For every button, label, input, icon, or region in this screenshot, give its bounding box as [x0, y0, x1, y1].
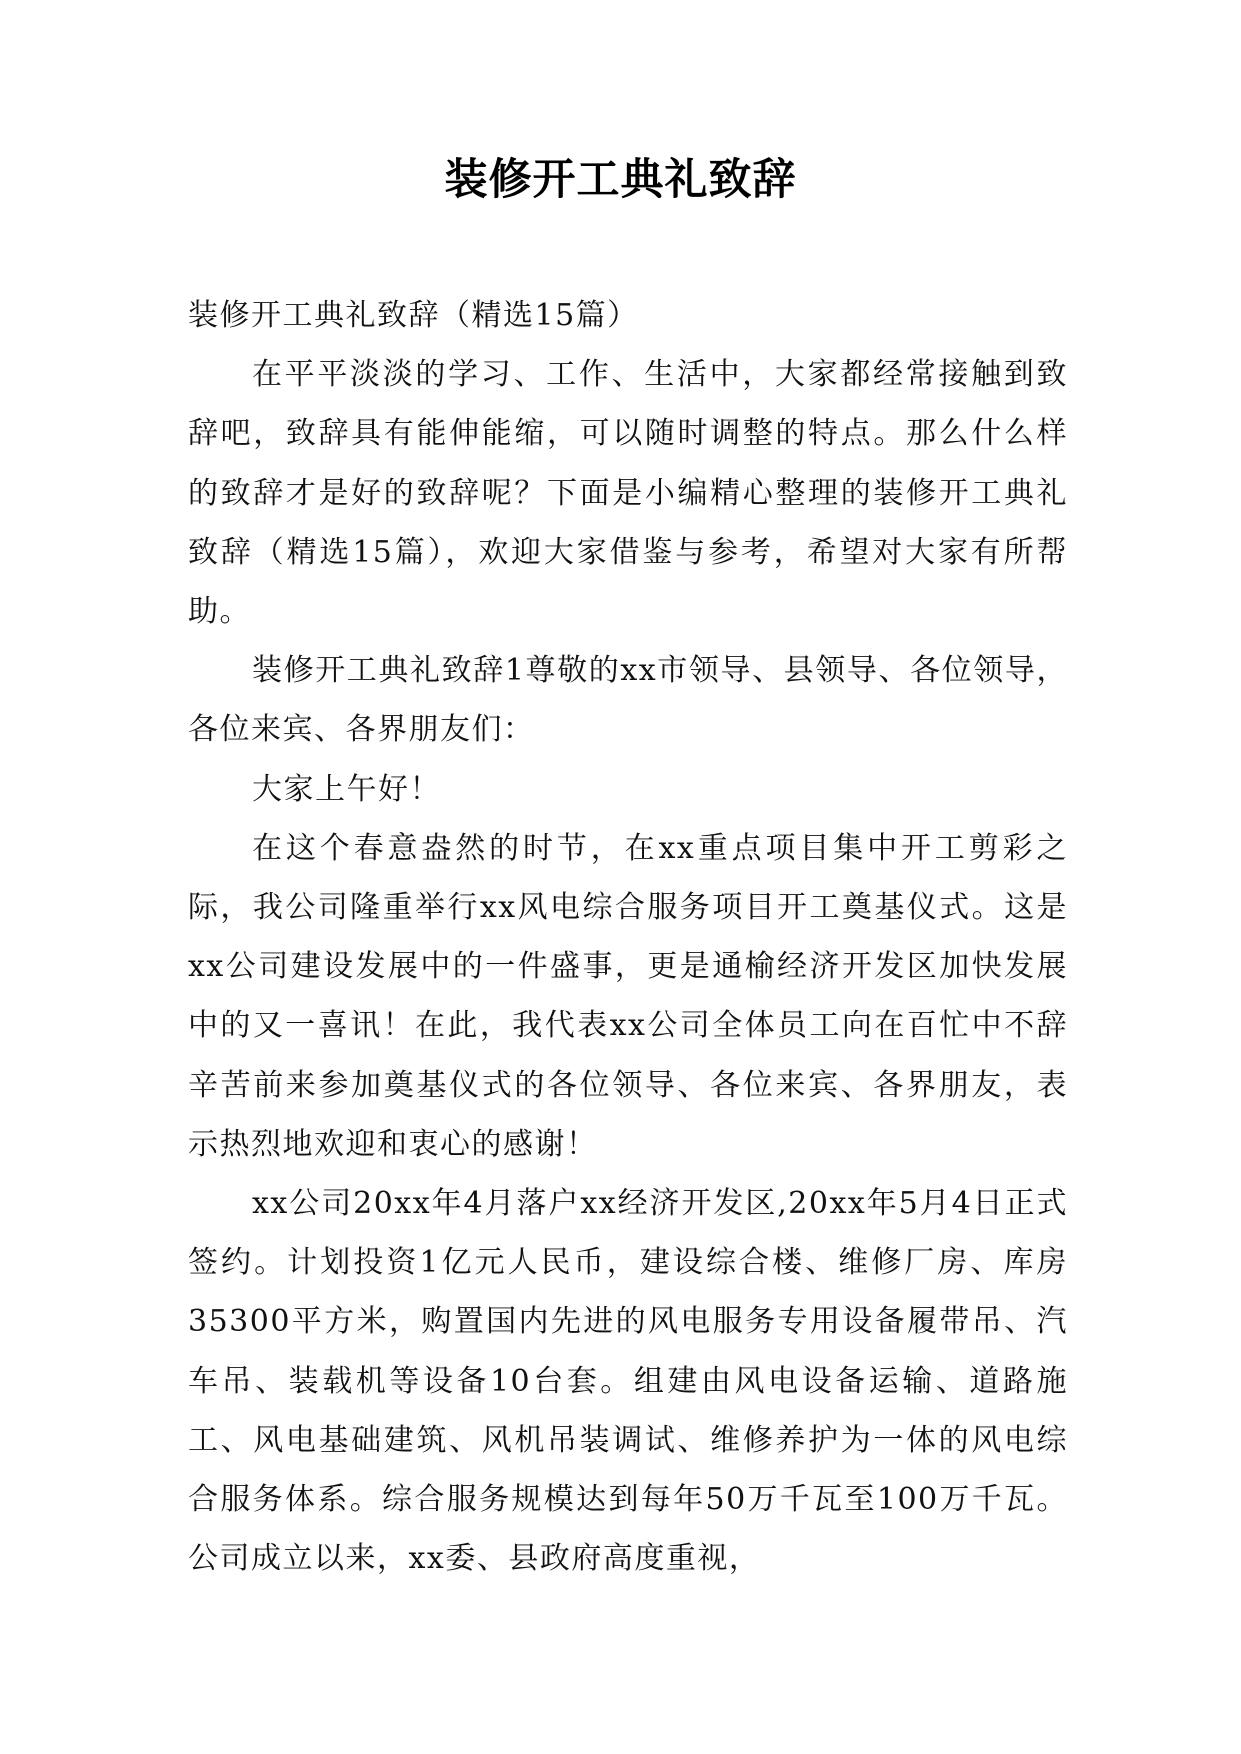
welcome-paragraph: 在这个春意盎然的时节，在xx重点项目集中开工剪彩之际，我公司隆重举行xx风电综合服务项目开工奠基仪式。这是xx公司建设发展中的一件盛事，更是通榆经济开发区加快发展中的又一喜讯！在此，我代表xx公司全体员工向在百忙中不辞辛苦前来参加奠基仪式的各位领导、各位来宾、各界朋友，表示热烈地欢迎和衷心的感谢！ [188, 830, 1068, 1162]
speech-salutation-paragraph: 装修开工典礼致辞1尊敬的xx市领导、县领导、各位领导，各位来宾、各界朋友们： [188, 653, 1068, 748]
document-subtitle-paragraph: 装修开工典礼致辞（精选15篇） [188, 298, 639, 333]
company-info-paragraph: xx公司20xx年4月落户xx经济开发区,20xx年5月4日正式签约。计划投资1亿元人民币，建设综合楼、维修厂房、库房35300平方米，购置国内先进的风电服务专用设备履带吊、汽车吊、装载机等设备10台套。组建由风电设备运输、道路施工、风电基础建筑、风机吊装调试、维修养护为一体的风电综合服务体系。综合服务规模达到每年50万千瓦至100万千瓦。公司成立以来，xx委、县政府高度重视， [188, 1186, 1068, 1577]
document-title: 装修开工典礼致辞 [444, 155, 797, 205]
greeting-paragraph: 大家上午好！ [252, 771, 441, 807]
intro-paragraph: 在平平淡淡的学习、工作、生活中，大家都经常接触到致辞吧，致辞具有能伸能缩，可以随时调整的特点。那么什么样的致辞才是好的致辞呢？下面是小编精心整理的装修开工典礼致辞（精选15篇），欢迎大家借鉴与参考，希望对大家有所帮助。 [188, 357, 1068, 630]
document-body [188, 286, 1068, 1588]
